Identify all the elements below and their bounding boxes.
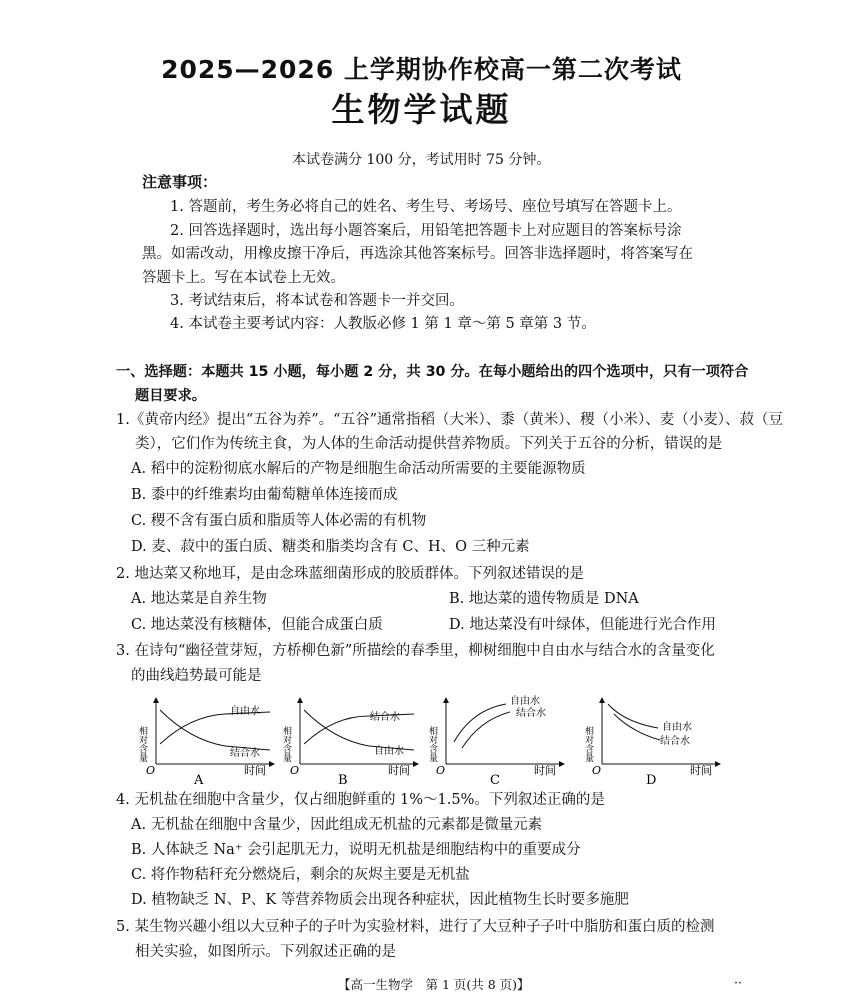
notice-line-4: 答题卡上。写在本试卷上无效。 xyxy=(142,270,345,286)
footer-mark: ·· xyxy=(734,975,742,990)
q1-option-c: C. 稷不含有蛋白质和脂质等人体必需的有机物 xyxy=(131,513,427,529)
graph-c xyxy=(427,694,562,788)
q2-option-d: D. 地达菜没有叶绿体，但能进行光合作用 xyxy=(449,617,716,633)
graph-b-origin: O xyxy=(290,764,300,777)
q1-option-d: D. 麦、菽中的蛋白质、糖类和脂类均含有 C、H、O 三种元素 xyxy=(131,539,530,555)
graph-a-free-label: 自由水 xyxy=(230,706,260,717)
notice-line-6: 4. 本试卷主要考试内容：人教版必修 1 第 1 章～第 5 章第 3 节。 xyxy=(170,316,596,332)
graph-b-xlabel: 时间 xyxy=(388,764,410,777)
graph-d-ylabel: 相对含量 xyxy=(583,726,593,762)
graph-b-caption: B xyxy=(338,773,348,788)
graph-b-free-label: 自由水 xyxy=(374,746,404,757)
q2-option-c: C. 地达菜没有核糖体，但能合成蛋白质 xyxy=(131,617,383,633)
q2-stem: 2. 地达菜又称地耳，是由念珠蓝细菌形成的胶质群体。下列叙述错误的是 xyxy=(116,566,584,582)
graph-b-bound-label: 结合水 xyxy=(370,712,400,723)
graph-c-bound-label: 结合水 xyxy=(516,708,546,719)
graph-d-free-label: 自由水 xyxy=(662,722,692,733)
graph-b-ylabel: 相对含量 xyxy=(281,726,291,762)
q4-option-c: C. 将作物秸秆充分燃烧后，剩余的灰烬主要是无机盐 xyxy=(131,867,470,883)
graph-d-bound-label: 结合水 xyxy=(660,736,690,747)
notice-heading: 注意事项： xyxy=(142,173,218,191)
notice-line-5: 3. 考试结束后，将本试卷和答题卡一并交回。 xyxy=(170,293,464,309)
graph-a-bound-label: 结合水 xyxy=(230,748,260,759)
graph-a-origin: O xyxy=(146,764,156,777)
exam-title: 2025—2026 上学期协作校高一第二次考试 xyxy=(161,55,682,84)
exam-info: 本试卷满分 100 分，考试用时 75 分钟。 xyxy=(292,152,551,168)
q2-option-a: A. 地达菜是自养生物 xyxy=(131,591,267,607)
q1-option-b: B. 黍中的纤维素均由葡萄糖单体连接而成 xyxy=(131,487,398,503)
graph-c-ylabel: 相对含量 xyxy=(427,726,437,762)
graph-a xyxy=(137,700,272,788)
notice-line-3: 黑。如需改动，用橡皮擦干净后，再选涂其他答案标号。回答非选择题时，将答案写在 xyxy=(142,246,693,262)
graph-b xyxy=(281,700,416,788)
section-heading-cont: 题目要求。 xyxy=(135,388,206,404)
q3-graphs xyxy=(120,692,740,794)
page-footer: 【高一生物学 第 1 页(共 8 页)】 xyxy=(338,977,530,992)
q5-stem-cont: 相关实验，如图所示。下列叙述正确的是 xyxy=(135,944,396,960)
graph-a-xlabel: 时间 xyxy=(244,764,266,777)
graph-c-free-label: 自由水 xyxy=(510,696,540,707)
q1-stem-cont: 类），它们作为传统主食，为人体的生命活动提供营养物质。下列关于五谷的分析，错误的是 xyxy=(135,436,723,452)
graph-d-caption: D xyxy=(646,773,657,788)
q1-option-a: A. 稻中的淀粉彻底水解后的产物是细胞生命活动所需要的主要能源物质 xyxy=(131,461,586,477)
notice-line-2: 2. 回答选择题时，选出每小题答案后，用铅笔把答题卡上对应题目的答案标号涂 xyxy=(170,223,682,239)
graph-c-caption: C xyxy=(490,773,500,788)
graph-d xyxy=(583,700,718,788)
q2-option-b: B. 地达菜的遗传物质是 DNA xyxy=(449,591,639,607)
q3-stem-cont: 的曲线趋势最可能是 xyxy=(131,668,262,684)
graph-d-origin: O xyxy=(592,764,602,777)
graph-c-origin: O xyxy=(436,764,446,777)
q4-option-a: A. 无机盐在细胞中含量少，因此组成无机盐的元素都是微量元素 xyxy=(131,817,543,833)
q1-stem: 1.《黄帝内经》提出“五谷为养”。“五谷”通常指稻（大米）、黍（黄米）、稷（小米）、麦（小麦）、菽（豆 xyxy=(116,412,783,428)
q4-option-b: B. 人体缺乏 Na⁺ 会引起肌无力，说明无机盐是细胞结构中的重要成分 xyxy=(131,842,581,858)
subject-title: 生物学试题 xyxy=(331,90,512,129)
graph-a-ylabel: 相对含量 xyxy=(137,726,147,762)
section-heading: 一、选择题：本题共 15 小题，每小题 2 分，共 30 分。在每小题给出的四个选项中，只有一项符合 xyxy=(116,364,749,380)
notice-line-1: 1. 答题前，考生务必将自己的姓名、考生号、考场号、座位号填写在答题卡上。 xyxy=(170,199,682,215)
graph-a-caption: A xyxy=(194,773,204,788)
graph-d-xlabel: 时间 xyxy=(690,764,712,777)
q3-stem: 3. 在诗句“幽径萱芽短，方桥柳色新”所描绘的春季里，柳树细胞中自由水与结合水的含量变化 xyxy=(116,643,715,659)
graph-c-xlabel: 时间 xyxy=(534,764,556,777)
q5-stem: 5. 某生物兴趣小组以大豆种子的子叶为实验材料，进行了大豆种子子叶中脂肪和蛋白质的检测 xyxy=(116,919,715,935)
q4-option-d: D. 植物缺乏 N、P、K 等营养物质会出现各种症状，因此植物生长时要多施肥 xyxy=(131,892,629,908)
q4-stem: 4. 无机盐在细胞中含量少，仅占细胞鲜重的 1%～1.5%。下列叙述正确的是 xyxy=(116,792,605,808)
